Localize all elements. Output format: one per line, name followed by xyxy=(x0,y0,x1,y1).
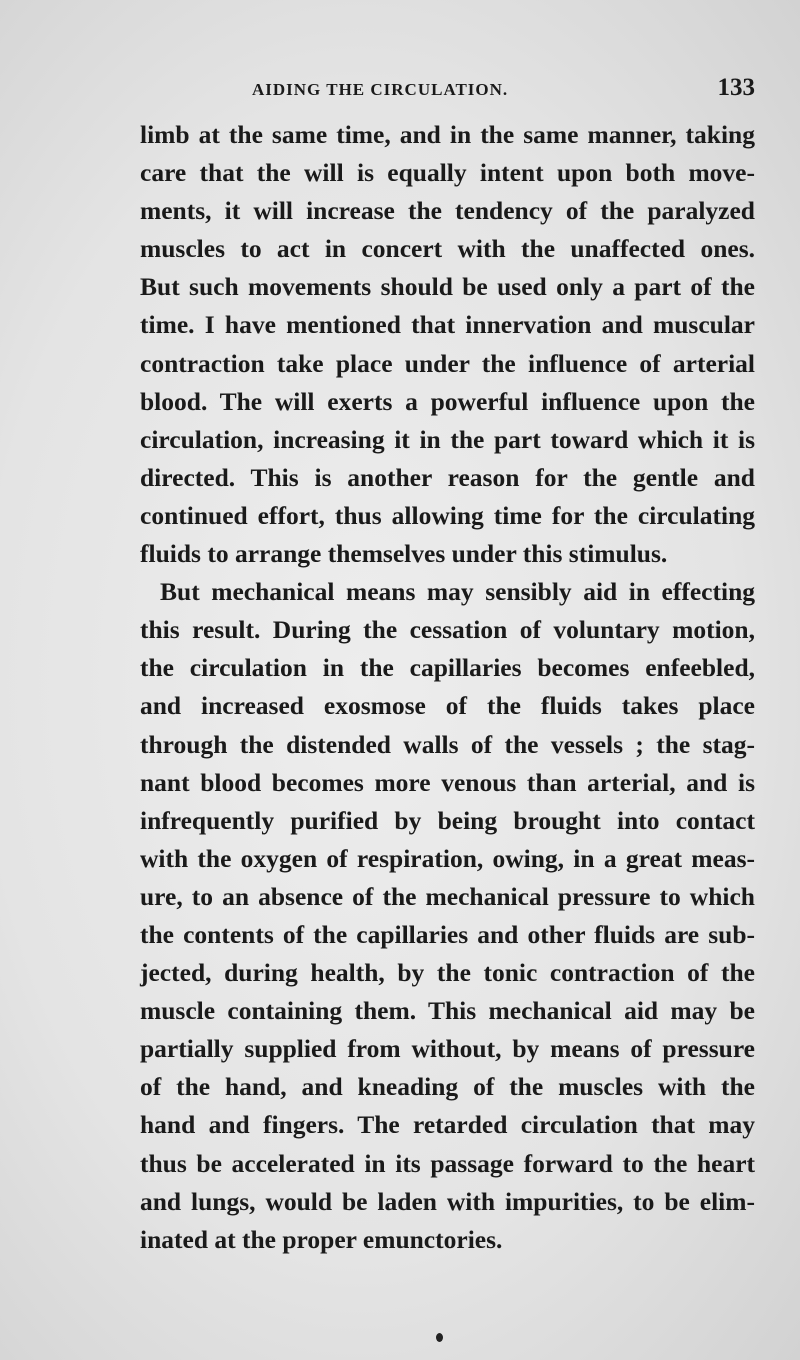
text-line: ure, to an absence of the mechanical pressure to which xyxy=(140,881,755,911)
text-line: But such movements should be used only a part of the xyxy=(140,272,755,302)
text-line: and increased exosmose of the fluids takes place xyxy=(140,691,755,721)
page-number: 133 xyxy=(717,74,755,101)
text-line: jected, during health, by the tonic contraction of the xyxy=(140,958,755,988)
text-line: of the hand, and kneading of the muscles with the xyxy=(140,1072,755,1102)
text-line: hand and fingers. The retarded circulation that may xyxy=(140,1110,755,1140)
ink-speck xyxy=(436,1333,443,1342)
text-line: the contents of the capillaries and other fluids are sub- xyxy=(140,919,755,949)
text-line: nant blood becomes more venous than arterial, and is xyxy=(140,767,755,797)
text-line: through the distended walls of the vessels ; the stag- xyxy=(140,729,755,759)
text-line: continued effort, thus allowing time for the circulating xyxy=(140,500,755,530)
text-line: thus be accelerated in its passage forward to the heart xyxy=(140,1148,755,1178)
text-line: inated at the proper emunctories. xyxy=(140,1224,503,1254)
running-head: AIDING THE CIRCULATION. xyxy=(252,80,509,99)
page-header xyxy=(140,74,755,104)
text-line: the circulation in the capillaries becomes enfeebled, xyxy=(140,653,755,683)
text-line: directed. This is another reason for the gentle and xyxy=(140,462,755,492)
text-line: fluids to arrange themselves under this stimulus. xyxy=(140,539,668,569)
text-line: care that the will is equally intent upon both move- xyxy=(140,158,755,188)
text-line: muscles to act in concert with the unaffected ones. xyxy=(140,234,755,264)
text-line: contraction take place under the influence of arterial xyxy=(140,348,755,378)
text-line: partially supplied from without, by means of pressure xyxy=(140,1034,755,1064)
text-line: ments, it will increase the tendency of the paralyzed xyxy=(140,196,755,226)
text-line: limb at the same time, and in the same manner, taking xyxy=(140,120,755,149)
text-line: muscle containing them. This mechanical aid may be xyxy=(140,996,755,1026)
text-line: But mechanical means may sensibly aid in effecting xyxy=(160,577,755,607)
text-line: blood. The will exerts a powerful influence upon the xyxy=(140,386,755,416)
text-line: infrequently purified by being brought into contact xyxy=(140,805,755,835)
text-line: time. I have mentioned that innervation and muscular xyxy=(140,310,755,340)
text-line: with the oxygen of respiration, owing, in a great meas- xyxy=(140,843,755,873)
text-line: this result. During the cessation of voluntary motion, xyxy=(140,615,755,645)
body-text xyxy=(140,116,755,1259)
text-line: and lungs, would be laden with impurities, to be elim- xyxy=(140,1186,755,1216)
text-line: circulation, increasing it in the part toward which it is xyxy=(140,424,755,454)
